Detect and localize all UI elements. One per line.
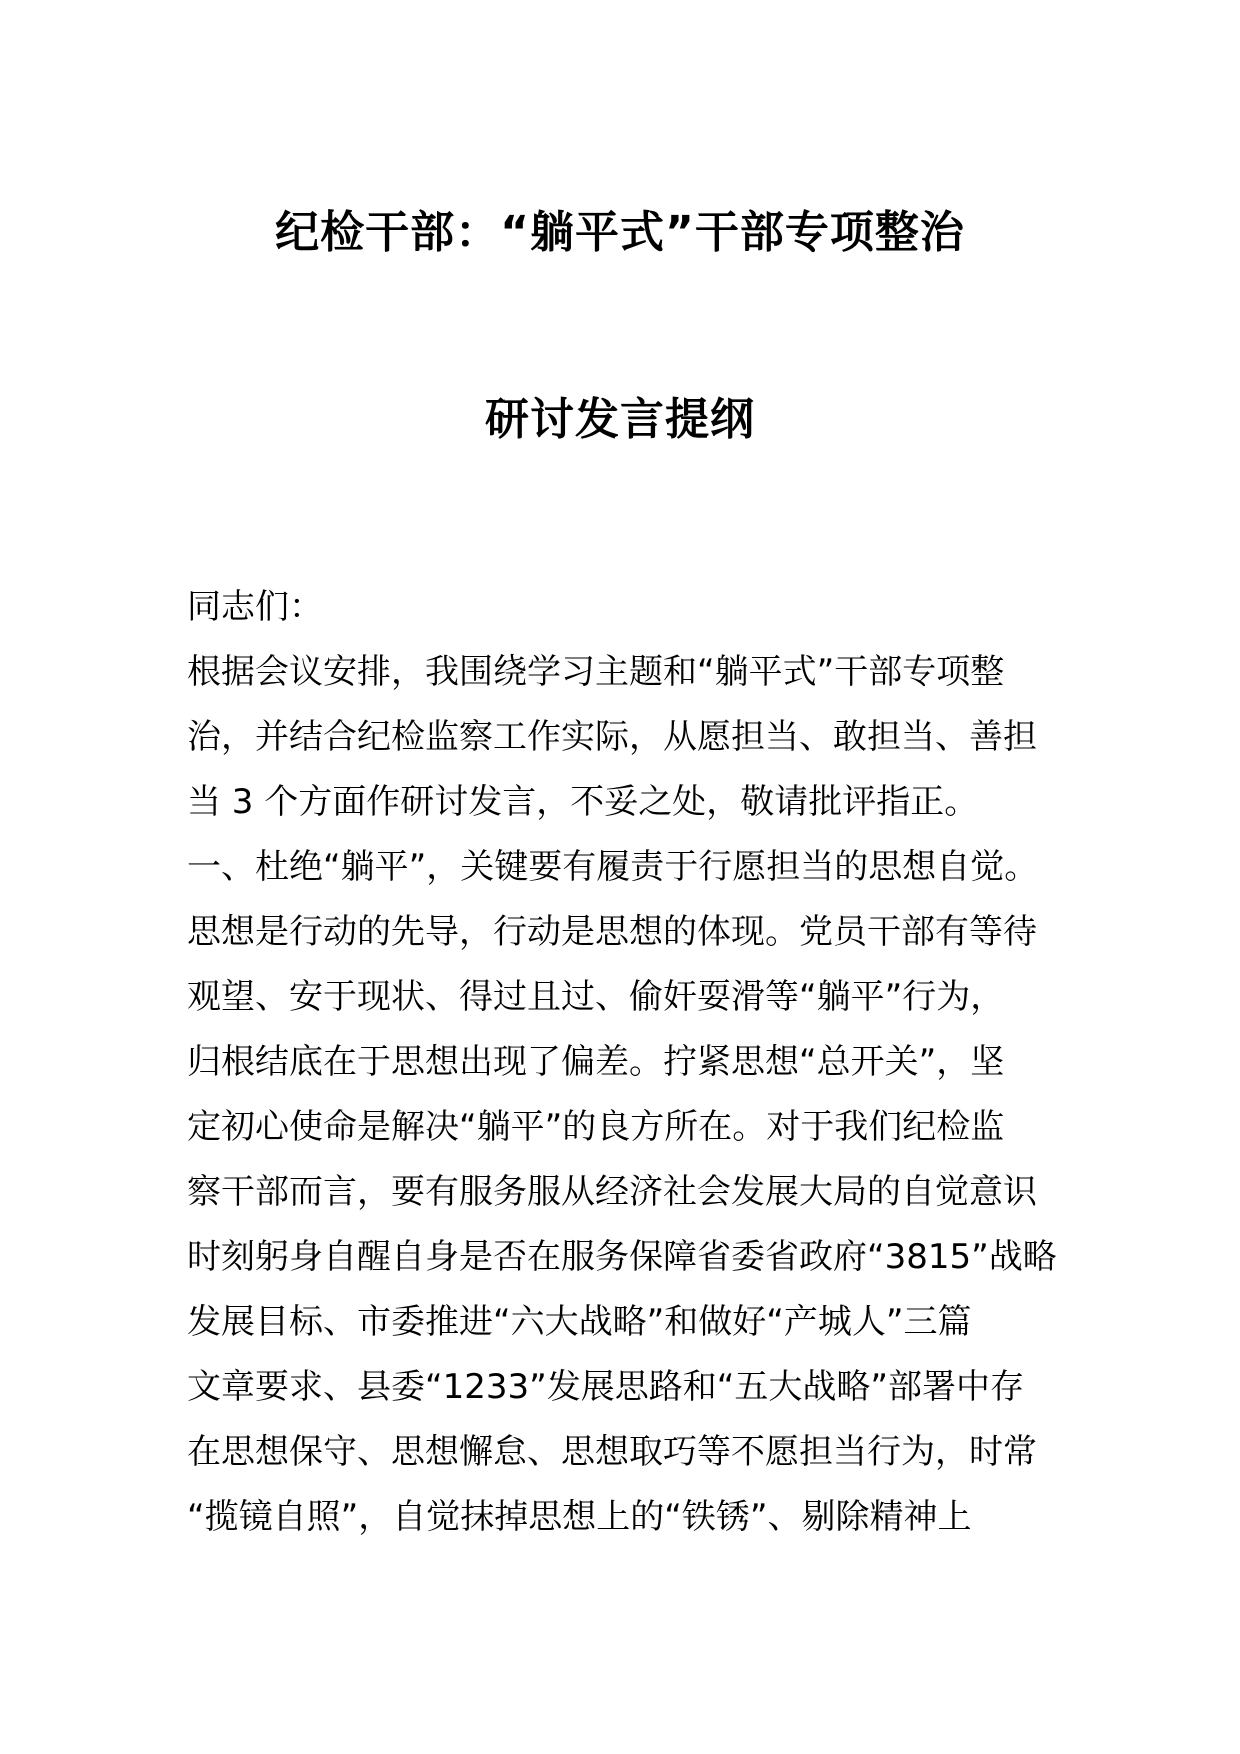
body-line: 观望、安于现状、得过且过、偷奸耍滑等“躺平”行为，: [187, 977, 1005, 1017]
body-line: 同志们：: [187, 587, 323, 627]
body-line: 时刻躬身自醒自身是否在服务保障省委省政府“3815”战略: [187, 1237, 1057, 1277]
document-title-line-2: 研讨发言提纲: [485, 394, 755, 445]
body-line: 思想是行动的先导，行动是思想的体现。党员干部有等待: [187, 912, 1037, 952]
body-line: 一、杜绝“躺平”，关键要有履责于行愿担当的思想自觉。: [187, 847, 1039, 887]
body-line: 归根结底在于思想出现了偏差。拧紧思想“总开关”，坚: [187, 1042, 1005, 1082]
body-line: 在思想保守、思想懈怠、思想取巧等不愿担当行为，时常: [187, 1432, 1037, 1472]
body-line: 定初心使命是解决“躺平”的良方所在。对于我们纪检监: [187, 1107, 1005, 1147]
body-line: 当 3 个方面作研讨发言，不妥之处，敬请批评指正。: [187, 782, 979, 822]
body-line: 文章要求、县委“1233”发展思路和“五大战略”部署中存: [187, 1367, 1024, 1407]
body-line: 治，并结合纪检监察工作实际，从愿担当、敢担当、善担: [187, 717, 1037, 757]
document-body: [187, 575, 1057, 1550]
body-line: 察干部而言，要有服务服从经济社会发展大局的自觉意识: [187, 1172, 1037, 1212]
document-title-line-1: 纪检干部：“躺平式”干部专项整治: [275, 207, 965, 258]
body-line: “揽镜自照”，自觉抹掉思想上的“铁锈”、剔除精神上: [187, 1497, 972, 1537]
body-line: 发展目标、市委推进“六大战略”和做好“产城人”三篇: [187, 1302, 972, 1342]
body-line: 根据会议安排，我围绕学习主题和“躺平式”干部专项整: [187, 652, 1005, 692]
